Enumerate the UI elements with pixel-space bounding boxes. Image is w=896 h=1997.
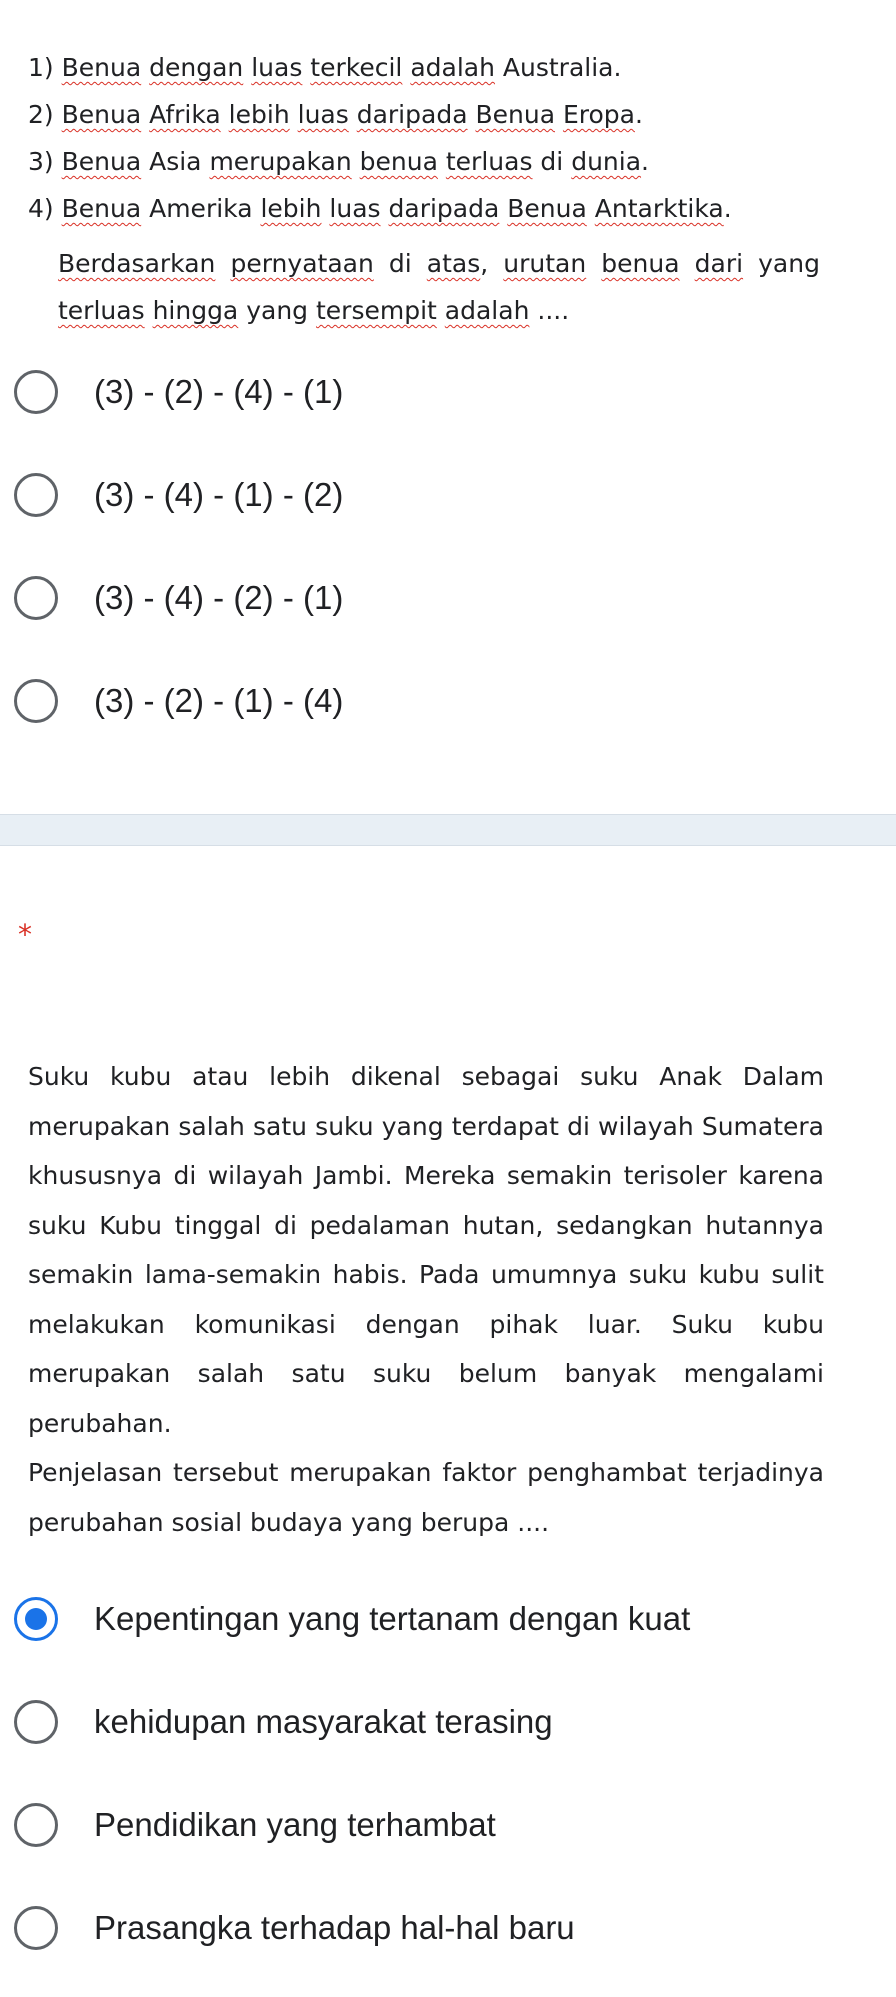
radio-button[interactable] <box>14 1906 58 1950</box>
question1-text: Berdasarkan pernyataan di atas, urutan benua dari yang terluas hingga yang tersempit adalah .... <box>58 249 820 325</box>
question2-text <box>28 1052 824 1547</box>
q1-option-3[interactable] <box>0 546 896 649</box>
radio-button[interactable] <box>14 1700 58 1744</box>
statement-1: 1) Benua dengan luas terkecil adalah Australia. <box>28 53 622 82</box>
option-label[interactable]: Kepentingan yang tertanam dengan kuat <box>94 1599 691 1637</box>
required-marker: * <box>18 918 32 951</box>
option-label[interactable]: (3) - (2) - (1) - (4) <box>94 681 344 719</box>
option-label[interactable]: kehidupan masyarakat terasing <box>94 1702 553 1740</box>
option-label[interactable]: (3) - (4) - (2) - (1) <box>94 578 344 616</box>
statement-4: 4) Benua Amerika lebih luas daripada Benua Antarktika. <box>28 194 732 223</box>
radio-button[interactable] <box>14 1803 58 1847</box>
question2-prompt: Penjelasan tersebut merupakan faktor penghambat terjadinya perubahan sosial budaya yang berupa .... <box>28 1458 824 1537</box>
q1-option-2[interactable] <box>0 443 896 546</box>
statement-2: 2) Benua Afrika lebih luas daripada Benua Eropa. <box>28 100 643 129</box>
q1-option-4[interactable] <box>0 649 896 752</box>
option-label[interactable]: (3) - (4) - (1) - (2) <box>94 475 344 513</box>
q2-option-2[interactable] <box>0 1670 896 1773</box>
option-label[interactable]: Pendidikan yang terhambat <box>94 1805 496 1843</box>
radio-button[interactable] <box>14 473 58 517</box>
question2-paragraph: Suku kubu atau lebih dikenal sebagai suku Anak Dalam merupakan salah satu suku yang terdapat di wilayah Sumatera khususnya di wilayah Jambi. Mereka semakin terisoler karena suku Kubu tinggal di pedalaman hutan, sedangkan hutannya semakin lama-semakin habis. Pada umumnya suku kubu sulit melakukan komunikasi dengan pihak luar. Suku kubu merupakan salah satu suku belum banyak mengalami perubahan. <box>28 1062 824 1438</box>
radio-button[interactable] <box>14 679 58 723</box>
q2-option-3[interactable] <box>0 1773 896 1876</box>
q1-option-1[interactable] <box>0 340 896 443</box>
statement-3: 3) Benua Asia merupakan benua terluas di dunia. <box>28 147 649 176</box>
question1-options <box>0 340 896 752</box>
question1-statements <box>28 44 848 232</box>
radio-button[interactable] <box>14 1597 58 1641</box>
option-label[interactable]: (3) - (2) - (4) - (1) <box>94 372 344 410</box>
section-divider <box>0 814 896 846</box>
radio-button[interactable] <box>14 370 58 414</box>
q2-option-1[interactable] <box>0 1567 896 1670</box>
q2-option-4[interactable] <box>0 1876 896 1979</box>
option-label[interactable]: Prasangka terhadap hal-hal baru <box>94 1908 575 1946</box>
radio-button[interactable] <box>14 576 58 620</box>
question2-options <box>0 1567 896 1979</box>
